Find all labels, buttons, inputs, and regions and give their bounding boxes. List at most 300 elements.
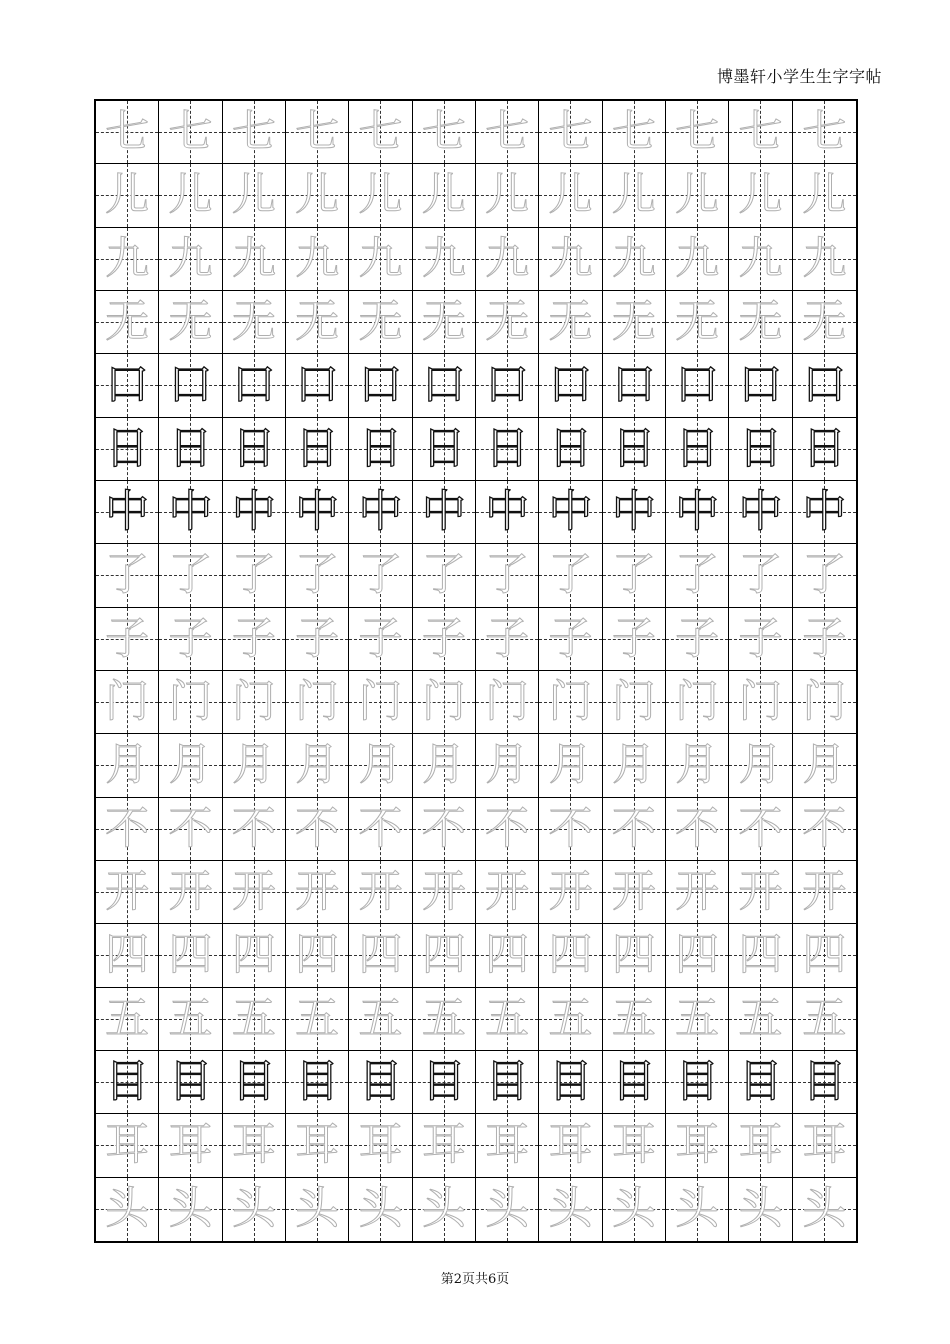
practice-cell [286, 418, 349, 481]
guide-line-horizontal [223, 259, 285, 260]
tracing-character: 了 [548, 549, 593, 601]
practice-cell [286, 101, 349, 164]
guide-line-horizontal [793, 1209, 856, 1210]
tracing-character: 耳 [421, 1119, 466, 1171]
tracing-character: 七 [168, 106, 213, 158]
practice-cell [286, 798, 349, 861]
tracing-character: 九 [105, 232, 150, 284]
practice-cell [413, 418, 476, 481]
practice-cell [286, 988, 349, 1051]
guide-line-horizontal [159, 892, 221, 893]
tracing-character: 儿 [231, 169, 276, 221]
guide-line-horizontal [539, 1145, 601, 1146]
guide-line-horizontal [539, 322, 601, 323]
practice-cell [413, 544, 476, 607]
practice-cell [729, 608, 792, 671]
practice-cell [476, 1178, 539, 1241]
tracing-character: 五 [231, 992, 276, 1044]
tracing-character: 头 [358, 1183, 403, 1235]
tracing-character: 九 [548, 232, 593, 284]
tracing-character: 头 [802, 1183, 847, 1235]
practice-cell [223, 734, 286, 797]
practice-cell [159, 734, 222, 797]
guide-line-horizontal [539, 259, 601, 260]
guide-line-horizontal [729, 765, 791, 766]
practice-cell [413, 164, 476, 227]
guide-line-horizontal [96, 1019, 158, 1020]
guide-line-horizontal [96, 385, 158, 386]
practice-cell [223, 861, 286, 924]
tracing-character: 目 [802, 1056, 847, 1108]
practice-cell [96, 544, 159, 607]
guide-line-horizontal [413, 512, 475, 513]
practice-cell [539, 671, 602, 734]
practice-cell [666, 798, 729, 861]
tracing-character: 月 [802, 739, 847, 791]
practice-cell [159, 354, 222, 417]
tracing-character: 四 [421, 929, 466, 981]
practice-cell [349, 481, 412, 544]
guide-line-horizontal [349, 765, 411, 766]
tracing-character: 子 [548, 612, 593, 664]
tracing-character: 不 [802, 802, 847, 854]
guide-line-horizontal [223, 829, 285, 830]
practice-row [96, 798, 856, 861]
practice-cell [96, 988, 159, 1051]
tracing-character: 日 [358, 422, 403, 474]
practice-grid [94, 99, 858, 1243]
practice-cell [159, 608, 222, 671]
guide-line-horizontal [349, 259, 411, 260]
practice-cell [159, 924, 222, 987]
guide-line-horizontal [476, 1209, 538, 1210]
practice-cell [413, 101, 476, 164]
practice-cell [476, 1051, 539, 1114]
tracing-character: 不 [485, 802, 530, 854]
guide-line-horizontal [96, 1209, 158, 1210]
practice-cell [666, 608, 729, 671]
tracing-character: 七 [485, 106, 530, 158]
practice-cell [96, 164, 159, 227]
tracing-character: 开 [358, 866, 403, 918]
tracing-character: 无 [358, 296, 403, 348]
practice-row [96, 608, 856, 671]
tracing-character: 儿 [548, 169, 593, 221]
practice-cell [793, 1051, 856, 1114]
practice-cell [793, 734, 856, 797]
guide-line-horizontal [286, 639, 348, 640]
tracing-character: 耳 [802, 1119, 847, 1171]
tracing-character: 五 [802, 992, 847, 1044]
practice-cell [349, 608, 412, 671]
tracing-character: 目 [421, 1056, 466, 1108]
tracing-character: 七 [231, 106, 276, 158]
guide-line-horizontal [159, 512, 221, 513]
tracing-character: 四 [231, 929, 276, 981]
guide-line-horizontal [729, 892, 791, 893]
practice-cell [286, 291, 349, 354]
practice-cell [793, 861, 856, 924]
practice-cell [286, 481, 349, 544]
guide-line-horizontal [603, 892, 665, 893]
tracing-character: 目 [105, 1056, 150, 1108]
guide-line-horizontal [603, 1019, 665, 1020]
guide-line-horizontal [793, 575, 856, 576]
guide-line-horizontal [603, 132, 665, 133]
guide-line-horizontal [666, 512, 728, 513]
tracing-character: 门 [421, 676, 466, 728]
practice-cell [96, 1114, 159, 1177]
practice-cell [729, 1051, 792, 1114]
guide-line-horizontal [96, 765, 158, 766]
practice-cell [729, 291, 792, 354]
practice-cell [349, 988, 412, 1051]
practice-cell [349, 418, 412, 481]
guide-line-horizontal [729, 575, 791, 576]
guide-line-horizontal [96, 639, 158, 640]
guide-line-horizontal [349, 132, 411, 133]
practice-cell [793, 1114, 856, 1177]
guide-line-horizontal [793, 449, 856, 450]
guide-line-horizontal [223, 1082, 285, 1083]
practice-cell [729, 671, 792, 734]
practice-cell [96, 228, 159, 291]
tracing-character: 不 [421, 802, 466, 854]
tracing-character: 无 [738, 296, 783, 348]
practice-cell [793, 291, 856, 354]
tracing-character: 耳 [675, 1119, 720, 1171]
tracing-character: 了 [611, 549, 656, 601]
practice-cell [539, 608, 602, 671]
practice-cell [666, 1051, 729, 1114]
tracing-character: 儿 [168, 169, 213, 221]
guide-line-horizontal [96, 322, 158, 323]
guide-line-horizontal [666, 195, 728, 196]
tracing-character: 耳 [611, 1119, 656, 1171]
guide-line-horizontal [476, 765, 538, 766]
practice-cell [476, 861, 539, 924]
practice-cell [413, 1051, 476, 1114]
practice-row [96, 861, 856, 924]
practice-cell [729, 924, 792, 987]
guide-line-horizontal [729, 259, 791, 260]
practice-row [96, 101, 856, 164]
practice-cell [223, 608, 286, 671]
practice-cell [729, 798, 792, 861]
tracing-character: 头 [675, 1183, 720, 1235]
guide-line-horizontal [666, 449, 728, 450]
guide-line-horizontal [159, 765, 221, 766]
tracing-character: 耳 [105, 1119, 150, 1171]
guide-line-horizontal [223, 1209, 285, 1210]
practice-cell [793, 481, 856, 544]
practice-cell [729, 734, 792, 797]
practice-cell [223, 481, 286, 544]
practice-cell [603, 988, 666, 1051]
practice-cell [286, 228, 349, 291]
tracing-character: 目 [295, 1056, 340, 1108]
guide-line-horizontal [793, 1019, 856, 1020]
guide-line-horizontal [286, 512, 348, 513]
practice-cell [603, 734, 666, 797]
tracing-character: 头 [738, 1183, 783, 1235]
guide-line-horizontal [223, 892, 285, 893]
practice-cell [603, 418, 666, 481]
practice-cell [349, 354, 412, 417]
tracing-character: 了 [168, 549, 213, 601]
practice-cell [476, 734, 539, 797]
practice-cell [223, 354, 286, 417]
practice-cell [159, 291, 222, 354]
tracing-character: 头 [295, 1183, 340, 1235]
practice-cell [349, 734, 412, 797]
practice-cell [729, 861, 792, 924]
practice-cell [603, 544, 666, 607]
practice-cell [349, 924, 412, 987]
practice-cell [603, 164, 666, 227]
tracing-character: 目 [358, 1056, 403, 1108]
tracing-character: 子 [105, 612, 150, 664]
tracing-character: 中 [548, 486, 593, 538]
practice-cell [729, 164, 792, 227]
practice-row [96, 164, 856, 227]
tracing-character: 门 [548, 676, 593, 728]
tracing-character: 七 [548, 106, 593, 158]
practice-cell [349, 861, 412, 924]
tracing-character: 口 [675, 359, 720, 411]
practice-cell [96, 924, 159, 987]
tracing-character: 五 [295, 992, 340, 1044]
tracing-character: 月 [738, 739, 783, 791]
guide-line-horizontal [96, 259, 158, 260]
guide-line-horizontal [96, 449, 158, 450]
practice-cell [286, 1178, 349, 1241]
tracing-character: 耳 [485, 1119, 530, 1171]
practice-cell [349, 164, 412, 227]
tracing-character: 四 [548, 929, 593, 981]
guide-line-horizontal [413, 449, 475, 450]
practice-cell [96, 101, 159, 164]
practice-row [96, 228, 856, 291]
tracing-character: 不 [168, 802, 213, 854]
practice-cell [349, 1114, 412, 1177]
practice-cell [603, 291, 666, 354]
guide-line-horizontal [223, 1145, 285, 1146]
tracing-character: 五 [548, 992, 593, 1044]
practice-cell [793, 164, 856, 227]
guide-line-horizontal [413, 702, 475, 703]
practice-cell [223, 101, 286, 164]
guide-line-horizontal [349, 449, 411, 450]
practice-cell [413, 291, 476, 354]
tracing-character: 不 [105, 802, 150, 854]
practice-cell [729, 101, 792, 164]
practice-cell [539, 418, 602, 481]
tracing-character: 子 [421, 612, 466, 664]
guide-line-horizontal [729, 1145, 791, 1146]
practice-cell [476, 101, 539, 164]
guide-line-horizontal [159, 702, 221, 703]
guide-line-horizontal [413, 1145, 475, 1146]
guide-line-horizontal [666, 955, 728, 956]
tracing-character: 无 [802, 296, 847, 348]
tracing-character: 子 [738, 612, 783, 664]
tracing-character: 门 [611, 676, 656, 728]
guide-line-horizontal [96, 1082, 158, 1083]
guide-line-horizontal [96, 955, 158, 956]
practice-cell [96, 418, 159, 481]
guide-line-horizontal [349, 385, 411, 386]
practice-cell [666, 1178, 729, 1241]
tracing-character: 了 [421, 549, 466, 601]
guide-line-horizontal [793, 385, 856, 386]
practice-cell [159, 101, 222, 164]
tracing-character: 中 [295, 486, 340, 538]
guide-line-horizontal [349, 702, 411, 703]
guide-line-horizontal [96, 702, 158, 703]
guide-line-horizontal [539, 1019, 601, 1020]
tracing-character: 中 [231, 486, 276, 538]
practice-cell [603, 101, 666, 164]
tracing-character: 门 [358, 676, 403, 728]
guide-line-horizontal [793, 1145, 856, 1146]
guide-line-horizontal [159, 259, 221, 260]
practice-cell [793, 671, 856, 734]
practice-cell [159, 988, 222, 1051]
tracing-character: 七 [421, 106, 466, 158]
guide-line-horizontal [729, 702, 791, 703]
tracing-character: 子 [485, 612, 530, 664]
tracing-character: 五 [105, 992, 150, 1044]
tracing-character: 耳 [231, 1119, 276, 1171]
guide-line-horizontal [729, 195, 791, 196]
tracing-character: 头 [421, 1183, 466, 1235]
guide-line-horizontal [476, 385, 538, 386]
practice-cell [349, 291, 412, 354]
guide-line-horizontal [793, 512, 856, 513]
tracing-character: 四 [802, 929, 847, 981]
tracing-character: 日 [295, 422, 340, 474]
tracing-character: 口 [421, 359, 466, 411]
practice-cell [666, 861, 729, 924]
tracing-character: 无 [168, 296, 213, 348]
guide-line-horizontal [413, 385, 475, 386]
practice-cell [603, 924, 666, 987]
guide-line-horizontal [603, 1145, 665, 1146]
tracing-character: 无 [675, 296, 720, 348]
tracing-character: 儿 [675, 169, 720, 221]
practice-cell [729, 1114, 792, 1177]
tracing-character: 中 [675, 486, 720, 538]
guide-line-horizontal [159, 1209, 221, 1210]
guide-line-horizontal [223, 195, 285, 196]
practice-cell [729, 481, 792, 544]
practice-cell [603, 228, 666, 291]
guide-line-horizontal [603, 259, 665, 260]
practice-cell [223, 228, 286, 291]
guide-line-horizontal [666, 1082, 728, 1083]
practice-cell [603, 481, 666, 544]
guide-line-horizontal [539, 892, 601, 893]
tracing-character: 七 [675, 106, 720, 158]
tracing-character: 日 [802, 422, 847, 474]
practice-cell [413, 734, 476, 797]
tracing-character: 月 [231, 739, 276, 791]
guide-line-horizontal [159, 955, 221, 956]
tracing-character: 耳 [738, 1119, 783, 1171]
practice-cell [349, 1178, 412, 1241]
practice-cell [223, 798, 286, 861]
guide-line-horizontal [223, 512, 285, 513]
guide-line-horizontal [603, 385, 665, 386]
guide-line-horizontal [793, 639, 856, 640]
practice-cell [286, 1114, 349, 1177]
practice-cell [793, 544, 856, 607]
practice-cell [223, 988, 286, 1051]
tracing-character: 了 [802, 549, 847, 601]
tracing-character: 七 [295, 106, 340, 158]
practice-cell [476, 988, 539, 1051]
guide-line-horizontal [793, 765, 856, 766]
practice-cell [286, 734, 349, 797]
guide-line-horizontal [603, 449, 665, 450]
tracing-character: 耳 [295, 1119, 340, 1171]
guide-line-horizontal [286, 1019, 348, 1020]
practice-cell [793, 988, 856, 1051]
tracing-character: 儿 [421, 169, 466, 221]
guide-line-horizontal [349, 195, 411, 196]
tracing-character: 口 [611, 359, 656, 411]
tracing-character: 耳 [358, 1119, 403, 1171]
practice-cell [729, 354, 792, 417]
tracing-character: 无 [421, 296, 466, 348]
guide-line-horizontal [96, 512, 158, 513]
tracing-character: 四 [105, 929, 150, 981]
tracing-character: 门 [295, 676, 340, 728]
practice-cell [223, 1178, 286, 1241]
practice-cell [539, 734, 602, 797]
tracing-character: 耳 [168, 1119, 213, 1171]
tracing-character: 日 [548, 422, 593, 474]
tracing-character: 开 [548, 866, 593, 918]
guide-line-horizontal [223, 385, 285, 386]
practice-cell [413, 671, 476, 734]
guide-line-horizontal [96, 892, 158, 893]
practice-cell [476, 798, 539, 861]
practice-cell [539, 861, 602, 924]
tracing-character: 不 [675, 802, 720, 854]
guide-line-horizontal [349, 1082, 411, 1083]
guide-line-horizontal [413, 322, 475, 323]
practice-cell [603, 1051, 666, 1114]
tracing-character: 门 [485, 676, 530, 728]
guide-line-horizontal [539, 575, 601, 576]
guide-line-horizontal [413, 259, 475, 260]
practice-cell [476, 164, 539, 227]
guide-line-horizontal [223, 575, 285, 576]
practice-cell [539, 1051, 602, 1114]
guide-line-horizontal [729, 512, 791, 513]
guide-line-horizontal [476, 512, 538, 513]
tracing-character: 月 [105, 739, 150, 791]
tracing-character: 头 [168, 1183, 213, 1235]
guide-line-horizontal [286, 1145, 348, 1146]
guide-line-horizontal [666, 829, 728, 830]
practice-row [96, 1051, 856, 1114]
tracing-character: 七 [611, 106, 656, 158]
guide-line-horizontal [603, 575, 665, 576]
practice-cell [159, 1114, 222, 1177]
